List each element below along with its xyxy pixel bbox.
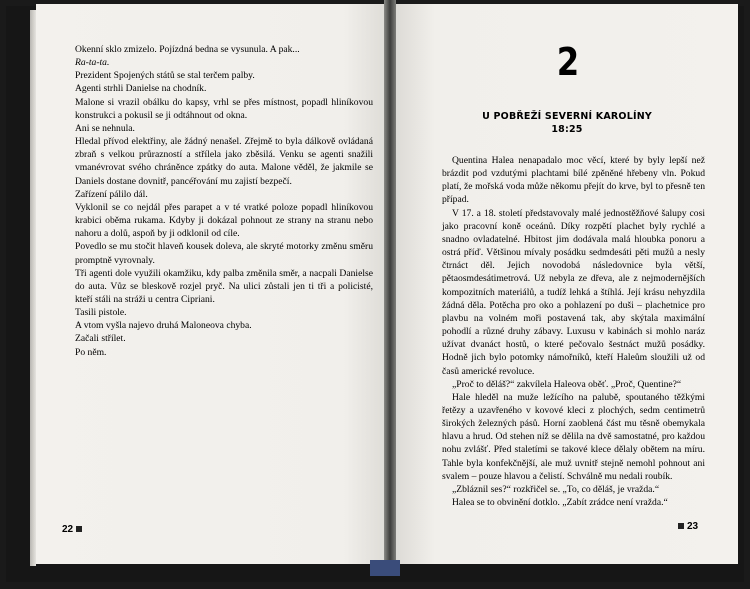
square-bullet-icon [76,526,82,532]
book-gutter [384,0,396,576]
chapter-heading [462,110,672,136]
paragraph: „Zbláznil ses?“ rozkřičel se. „To, co děláš, je vražda.“ [452,483,660,495]
paragraph: Ani se nehnula. [75,122,135,134]
paragraph: Vyklonil se co nejdál přes parapet a v té vratké poloze popadl hliníkovou krabici oběma rukama. Kdyby ji dokázal pohnout ze strany na stranu nebo nahoru a dolů, aspoň by ji odklonil od cíle. [75,201,373,240]
chapter-number: 2 [556,40,580,84]
paragraph: V 17. a 18. století představovaly malé jednostěžňové šalupy cosi jako pracovní koně oceánů. Díky rozpětí plachet byly rychlé a snadno ovladatelné. Hbitost jim dodávala malá hloubka ponoru a ostrá příď. Většinou mívaly posádku sedmdesáti pěti mužů a nesly čtrnáct děl. Jejich novodobá následovnice byla větší, pětaosmdesátimetrová. Už nebyla ze dřeva, ale z nejmodernějších kompozitních materiálů, a tudíž lehká a štíhlá. Její krásu nehyzdila žádná děla. Potěcha pro oko a pohlazení po duši – plachetnice pro plavbu na volném moři postavená tak, aby skýtala maximální pohodlí a různé druhy zábavy. Luxusu v kabinách si mohlo naráz užívat dvanáct hostů, o které pečovalo šestnáct mužů posádky. Hodně jich bylo potomky námořníků, kteří Haleům sloužili už od časů americké revoluce. [442,207,705,377]
paragraph: Ra-ta-ta. [75,57,110,69]
paragraph: Hale hleděl na muže ležícího na palubě, spoutaného těžkými řetězy a uzavřeného v kovové kleci z plochých, sedm centimetrů širokých železných pásů. Horní zaoblená část mu těsně obemykala hlavu a hrud. Od stehen níž se dělila na dvě samostatné, pro každou nohu zvlášť. Před staletími se takové klece dělaly obětem na míru. Tahle byla konfekčnější, ale muž uvnitř stejně nemohl pohnout ani svalem – pouze hlavou a čelistí. Schválně mu nedali roubík. [442,391,705,482]
paragraph: Agenti strhli Danielse na chodník. [75,83,207,95]
paragraph: Okenní sklo zmizelo. Pojízdná bedna se vysunula. A pak... [75,44,300,55]
paragraph: Prezident Spojených států se stal terčem palby. [75,70,255,82]
paragraph: Halea se to obvinění dotklo. „Zabít zrádce není vražda.“ [452,497,668,509]
page-number: 22 [62,524,74,535]
paragraph: Zařízení pálilo dál. [75,188,148,200]
chapter-location: U POBŘEŽÍ SEVERNÍ KAROLÍNY [482,111,652,122]
paragraph: Tasili pistole. [75,307,127,319]
paragraph: A vtom vyšla najevo druhá Maloneova chyba. [75,320,252,332]
paragraph: Začali střílet. [75,333,126,345]
paragraph: Po něm. [75,346,107,358]
paragraph: „Proč to děláš?“ zakvílela Haleova oběť. „Proč, Quentine?“ [452,378,682,390]
right-page-text [442,154,705,509]
left-page-text [75,43,373,359]
paragraph: Malone si vrazil obálku do kapsy, vrhl se přes místnost, popadl hliníkovou konstrukci a pokusil se ji odtáhnout od okna. [75,96,373,121]
book-spine [370,560,400,576]
paragraph: Hledal přívod elektřiny, ale žádný nenašel. Zřejmě to byla dálkově ovládaná zbraň s velkou průrazností a střílela jako zběsilá. Venku se agenti snažili vmanévrovat svého chráněnce zpátky do auta. Malone věděl, že jakmile se Daniels dostane dovnitř, pancéřování mu zajistí bezpečí. [75,136,373,187]
paragraph: Quentina Halea nenapadalo moc věcí, které by byly lepší než brázdit pod vzdutými plachtami bílé zpěněné hřebeny vln. Pokud platí, že mořská voda může někomu přejít do krve, byl to přesně ten případ. [442,155,705,206]
page-number-left [62,524,85,535]
chapter-time: 18:25 [551,124,583,135]
page-number-right [675,521,698,532]
paragraph: Povedlo se mu stočit hlaveň kousek doleva, ale skryté motorky změnu směru promptně vyrovnaly. [75,241,373,266]
paragraph: Tři agenti dole využili okamžiku, kdy palba změnila směr, a nacpali Danielse do auta. Vůz se bleskově rozjel pryč. Na ulici zůstali jen ti tři a policisté, kteří stáli na stráži u centra Cipriani. [75,267,373,305]
square-bullet-icon [678,523,684,529]
page-number: 23 [687,521,699,532]
